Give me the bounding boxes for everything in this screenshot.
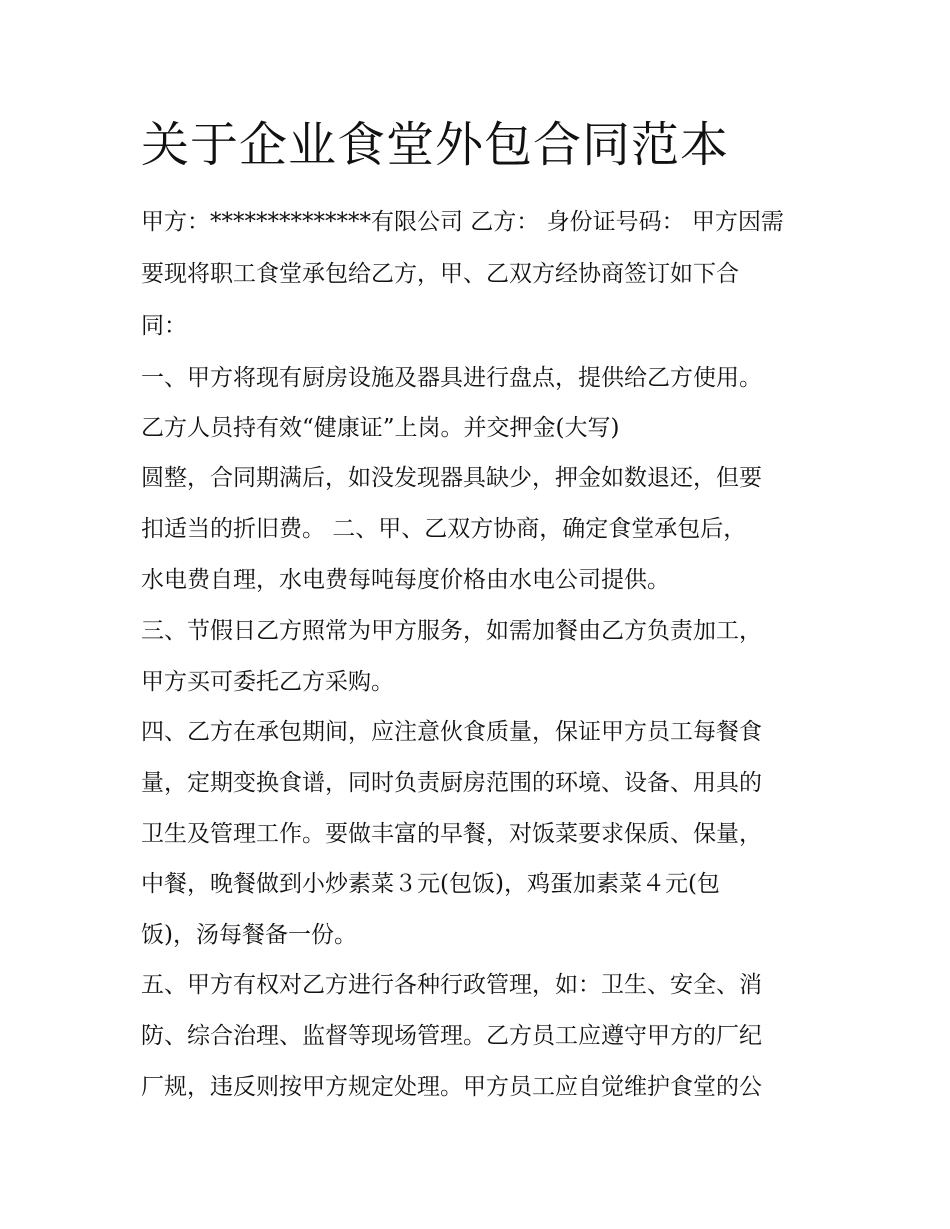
body-line-9: 三、节假日乙方照常为甲方服务，如需加餐由乙方负责加工， <box>141 618 762 644</box>
body-line-12: 量，定期变换食谱，同时负责厨房范围的环境、设备、用具的 <box>141 770 762 796</box>
body-line-13: 卫生及管理工作。要做丰富的早餐，对饭菜要求保质、保量， <box>141 821 762 847</box>
body-line-5: 乙方人员持有效“健康证”上岗。并交押金(大写) <box>141 415 620 441</box>
document-title: 关于企业食堂外包合同范本 <box>141 117 730 173</box>
body-line-3: 同： <box>141 313 187 339</box>
body-line-7: 扣适当的折旧费。 二、甲、乙双方协商，确定食堂承包后， <box>141 516 747 542</box>
body-line-4: 一、甲方将现有厨房设施及器具进行盘点，提供给乙方使用。 <box>141 365 762 391</box>
body-line-1: 甲方：**************有限公司 乙方： 身份证号码： 甲方因需 <box>141 209 784 235</box>
body-line-8: 水电费自理，水电费每吨每度价格由水电公司提供。 <box>141 567 670 593</box>
body-line-18: 厂规，违反则按甲方规定处理。甲方员工应自觉维护食堂的公 <box>141 1074 762 1100</box>
body-line-15: 饭)，汤每餐备一份。 <box>141 922 357 948</box>
body-line-16: 五、甲方有权对乙方进行各种行政管理，如：卫生、安全、消 <box>141 972 762 998</box>
body-line-2: 要现将职工食堂承包给乙方，甲、乙双方经协商签订如下合 <box>141 261 739 287</box>
body-line-6: 圆整，合同期满后，如没发现器具缺少，押金如数退还，但要 <box>141 465 762 491</box>
body-line-17: 防、综合治理、监督等现场管理。乙方员工应遵守甲方的厂纪 <box>141 1023 762 1049</box>
body-line-10: 甲方买可委托乙方采购。 <box>141 669 394 695</box>
body-line-11: 四、乙方在承包期间，应注意伙食质量，保证甲方员工每餐食 <box>141 719 762 745</box>
body-line-14: 中餐，晚餐做到小炒素菜３元(包饭)，鸡蛋加素菜４元(包 <box>141 871 720 897</box>
